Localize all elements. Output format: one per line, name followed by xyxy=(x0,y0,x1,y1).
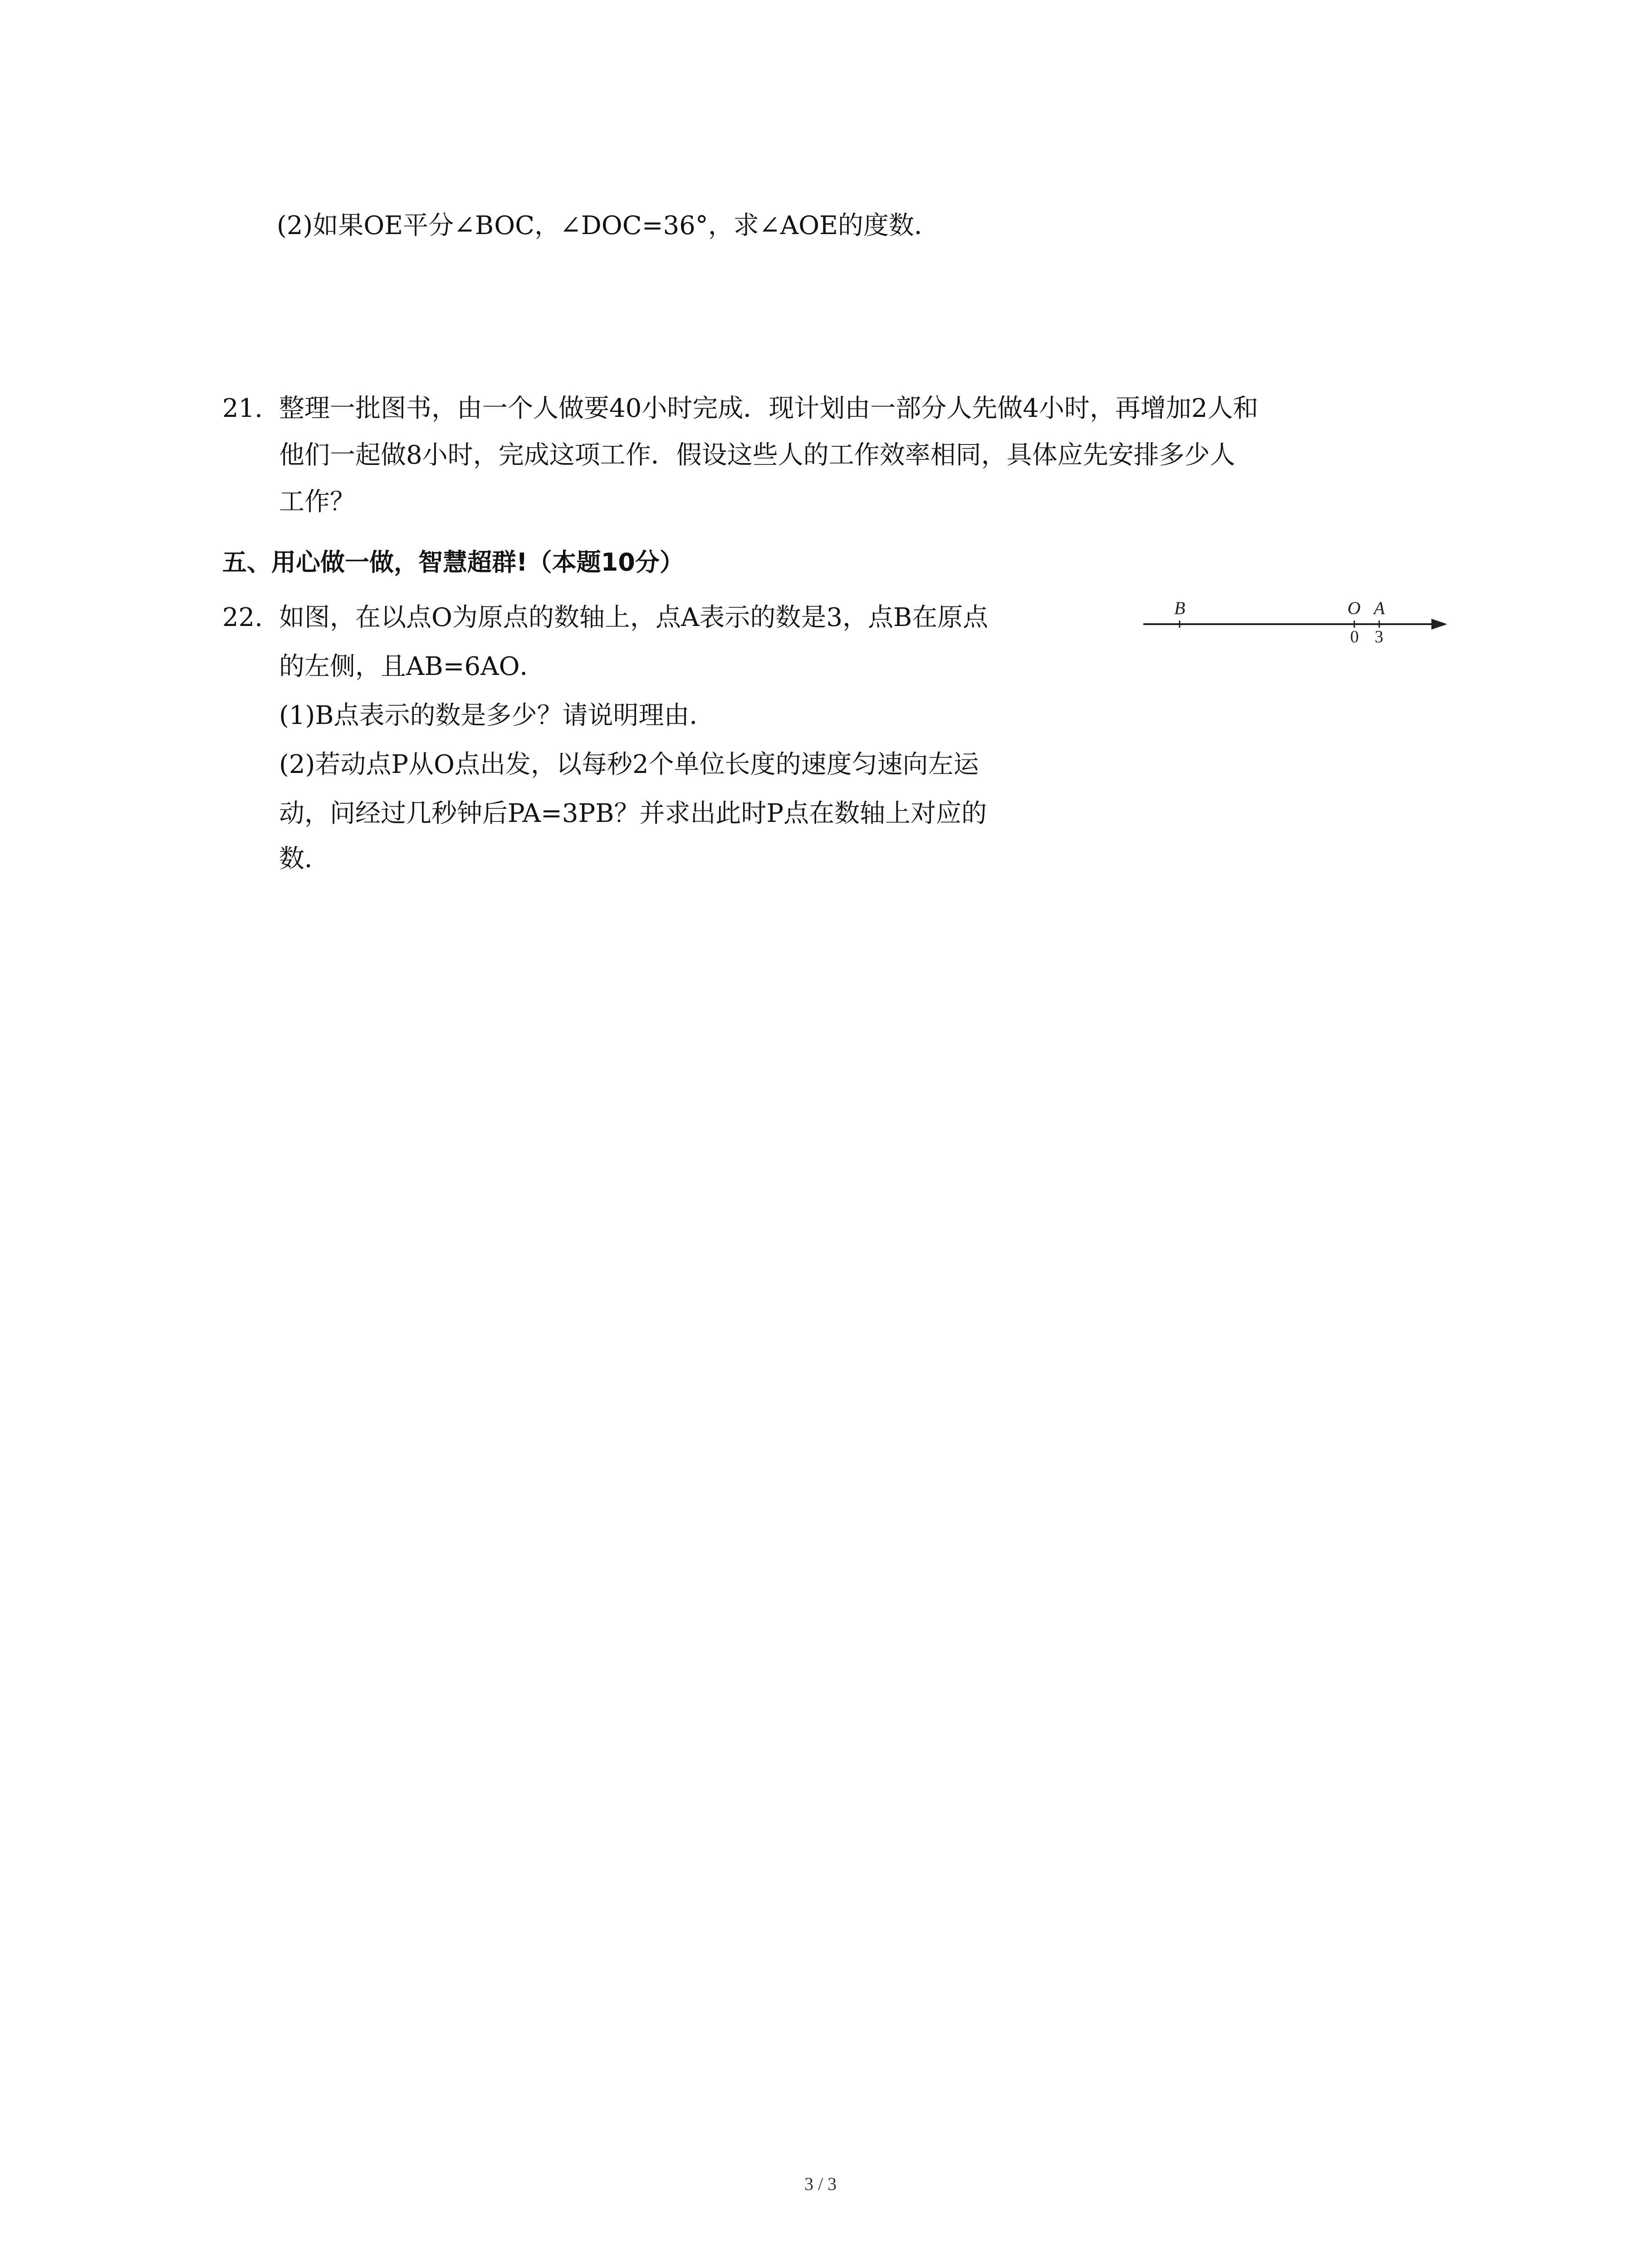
q21-number: 21. xyxy=(222,394,263,423)
q22-part2-line-2: 动，问经过几秒钟后PA=3PB？并求出此时P点在数轴上对应的 xyxy=(279,799,987,828)
q21-line-2: 他们一起做8小时，完成这项工作．假设这些人的工作效率相同，具体应先安排多少人 xyxy=(279,440,1235,470)
q22-part2-line-3: 数． xyxy=(279,844,330,874)
q22-line-2: 的左侧，且AB=6AO． xyxy=(279,652,545,681)
q20-part2-text: (2)如果OE平分∠BOC，∠DOC=36°，求∠AOE的度数． xyxy=(277,211,940,240)
tick-label-3: 3 xyxy=(1375,627,1383,646)
q22-line-1: 如图，在以点O为原点的数轴上，点A表示的数是3，点B在原点 xyxy=(279,603,989,632)
q21-line-1: 整理一批图书，由一个人做要40小时完成．现计划由一部分人先做4小时，再增加2人和 xyxy=(279,394,1259,423)
label-b: B xyxy=(1174,598,1185,618)
section-5-heading: 五、用心做一做，智慧超群!（本题10分） xyxy=(222,548,684,577)
label-a: A xyxy=(1374,598,1385,618)
label-o: O xyxy=(1347,598,1361,618)
q22-number: 22. xyxy=(222,603,263,632)
q22-part2-line-1: (2)若动点P从O点出发，以每秒2个单位长度的速度匀速向左运 xyxy=(279,750,979,779)
tick-label-0: 0 xyxy=(1350,627,1359,646)
q22-part1-text: (1)B点表示的数是多少？请说明理由． xyxy=(279,701,715,730)
number-line-figure xyxy=(1134,594,1452,653)
arrow-head-icon xyxy=(1431,619,1447,630)
page-number: 3 / 3 xyxy=(804,2174,837,2194)
q21-line-3: 工作？ xyxy=(279,487,355,517)
